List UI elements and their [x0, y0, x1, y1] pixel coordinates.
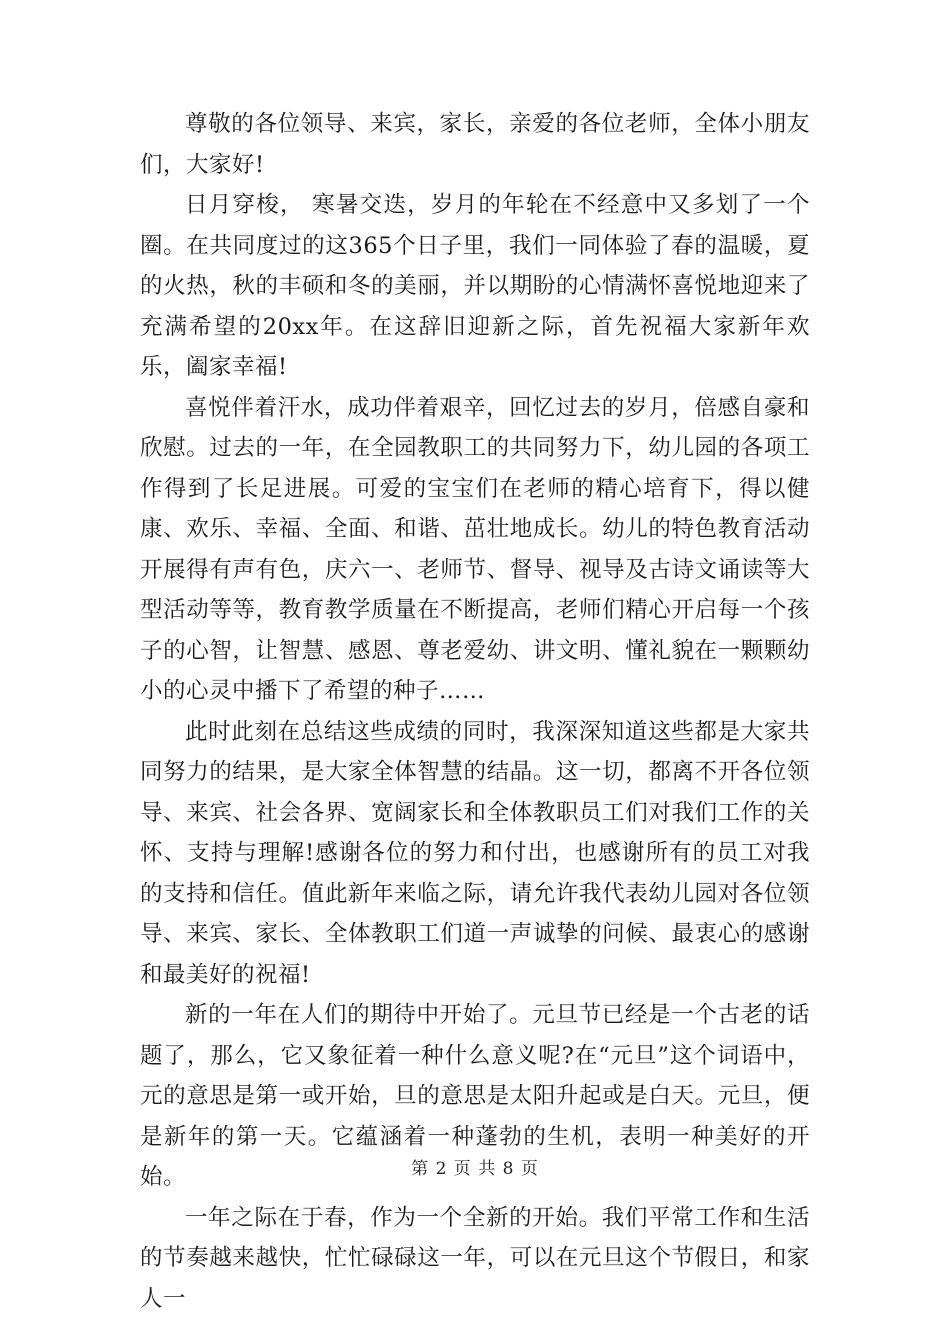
document-body	[140, 104, 810, 1319]
paragraph-spring-start: 一年之际在于春，作为一个全新的开始。我们平常工作和生活的节奏越来越快，忙忙碌碌这一年，可以在元旦这个节假日，和家人一	[140, 1198, 810, 1319]
paragraph-yuandan-meaning: 新的一年在人们的期待中开始了。元旦节已经是一个古老的话题了，那么，它又象征着一种什么意义呢?在“元旦”这个词语中，元的意思是第一或开始，旦的意思是太阳升起或是白天。元旦，便是新年的第一天。它蕴涵着一种蓬勃的生机，表明一种美好的开始。	[140, 995, 810, 1198]
paragraph-achievements: 喜悦伴着汗水，成功伴着艰辛，回忆过去的岁月，倍感自豪和欣慰。过去的一年，在全园教职工的共同努力下，幼儿园的各项工作得到了长足进展。可爱的宝宝们在老师的精心培育下，得以健康、欢乐、幸福、全面、和谐、茁壮地成长。幼儿的特色教育活动开展得有声有色，庆六一、老师节、督导、视导及古诗文诵读等大型活动等等，教育教学质量在不断提高，老师们精心开启每一个孩子的心智，让智慧、感恩、尊老爱幼、讲文明、懂礼貌在一颗颗幼小的心灵中播下了希望的种子……	[140, 388, 810, 712]
paragraph-greeting: 尊敬的各位领导、来宾，家长，亲爱的各位老师，全体小朋友们，大家好!	[140, 104, 810, 185]
page-number-footer: 第 2 页 共 8 页	[0, 1154, 950, 1179]
paragraph-new-year: 日月穿梭， 寒暑交迭，岁月的年轮在不经意中又多划了一个圈。在共同度过的这365个日子里，我们一同体验了春的温暖，夏的火热，秋的丰硕和冬的美丽，并以期盼的心情满怀喜悦地迎来了充满希望的20xx年。在这辞旧迎新之际，首先祝福大家新年欢乐，阖家幸福!	[140, 185, 810, 388]
paragraph-thanks: 此时此刻在总结这些成绩的同时，我深深知道这些都是大家共同努力的结果，是大家全体智慧的结晶。这一切，都离不开各位领导、来宾、社会各界、宽阔家长和全体教职员工们对我们工作的关怀、支持与理解!感谢各位的努力和付出，也感谢所有的员工对我的支持和信任。值此新年来临之际，请允许我代表幼儿园对各位领导、来宾、家长、全体教职工们道一声诚挚的问候、最衷心的感谢和最美好的祝福!	[140, 712, 810, 996]
